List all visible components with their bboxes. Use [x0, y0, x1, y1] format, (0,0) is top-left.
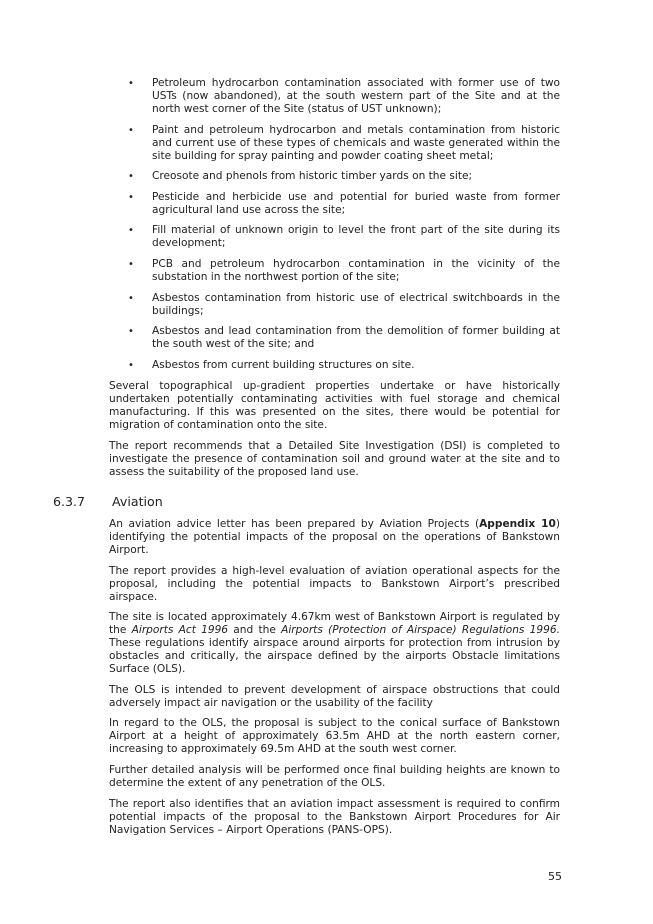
appendix-reference: Appendix 10 — [479, 518, 556, 530]
legislation-title: Airports Act 1996 — [131, 624, 229, 637]
bullet-glyph: • — [128, 258, 134, 270]
section-number: 6.3.7 — [53, 494, 86, 509]
list-item: • Fill material of unknown origin to level the front part of the site during its development; — [128, 224, 560, 250]
list-item: • Asbestos and lead contamination from the demolition of former building at the south west of the site; and — [128, 325, 560, 351]
bullet-glyph: • — [128, 78, 134, 89]
list-item: • Creosote and phenols from historic timber yards on the site; — [128, 170, 473, 183]
paragraph: The report provides a high-level evaluation of aviation operational aspects for the proposal, including the potential impacts to Bankstown Airport’s prescribed airspace. — [109, 564, 560, 603]
bullet-glyph: • — [128, 124, 134, 136]
list-item: • Petroleum hydrocarbon contamination associated with former use of two USTs (now abandoned), at the south western part of the Site and at the north west corner of the Site (status of UST unknown); — [128, 77, 560, 115]
bullet-glyph: • — [128, 326, 134, 338]
bullet-glyph: • — [128, 225, 134, 237]
section-title: Aviation — [112, 494, 163, 509]
contamination-bullet-list — [122, 77, 560, 379]
page-number: 55 — [548, 870, 562, 883]
bullet-glyph: • — [128, 171, 134, 183]
list-item: • Asbestos from current building structures on site. — [128, 358, 415, 371]
list-item: • Paint and petroleum hydrocarbon and metals contamination from historic and current use of these types of chemicals and waste generated within the site building for spray painting and powder coating sheet metal; — [128, 123, 560, 162]
legislation-title: Airports (Protection of Airspace) Regulations 1996. — [281, 624, 561, 637]
paragraph: Further detailed analysis will be performed once final building heights are known to determine the extent of any penetration of the OLS. — [109, 763, 560, 789]
bullet-glyph: • — [128, 359, 134, 371]
paragraph: In regard to the OLS, the proposal is subject to the conical surface of Bankstown Airport at a height of approximately 63.5m AHD at the north eastern corner, increasing to approximately 69.5m AHD at the south west corner. — [109, 717, 560, 756]
paragraph: An aviation advice letter has been prepared by Aviation Projects (Appendix 10) identifying the potential impacts of the proposal on the operations of Bankstown Airport. — [109, 518, 560, 556]
list-item: • PCB and petroleum hydrocarbon contamination in the vicinity of the substation in the northwest portion of the site; — [128, 257, 560, 283]
aviation-section-body — [109, 518, 560, 844]
paragraph: The OLS is intended to prevent development of airspace obstructions that could adversely impact air navigation or the usability of the facility — [109, 683, 560, 709]
bullet-glyph: • — [128, 191, 134, 203]
bullet-glyph: • — [128, 292, 134, 304]
list-item: • Pesticide and herbicide use and potential for buried waste from former agricultural land use across the site; — [128, 190, 560, 216]
contamination-summary — [109, 380, 560, 486]
paragraph: Several topographical up-gradient properties undertake or have historically undertaken potentially contaminating activities with fuel storage and chemical manufacturing. If this was presented on the sites, there would be potential for migration of contamination onto the site. — [109, 380, 560, 431]
paragraph: The report also identifies that an aviation impact assessment is required to confirm potential impacts of the proposal to the Bankstown Airport Procedures for Air Navigation Services – Airport Operations (PANS-OPS). — [109, 797, 560, 836]
paragraph: The report recommends that a Detailed Site Investigation (DSI) is completed to investigate the presence of contamination soil and ground water at the site and to assess the suitability of the proposed land use. — [109, 439, 560, 478]
section-heading — [53, 494, 163, 509]
paragraph: The site is located approximately 4.67km west of Bankstown Airport is regulated by the Airports Act 1996 and the Airports (Protection of Airspace) Regulations 1996. These regulations identify airspace around airports for protection from intrusion by obstacles and critically, the airspace defined by the airports Obstacle limitations Surface (OLS). — [109, 611, 561, 676]
list-item: • Asbestos contamination from historic use of electrical switchboards in the buildings; — [128, 291, 560, 317]
